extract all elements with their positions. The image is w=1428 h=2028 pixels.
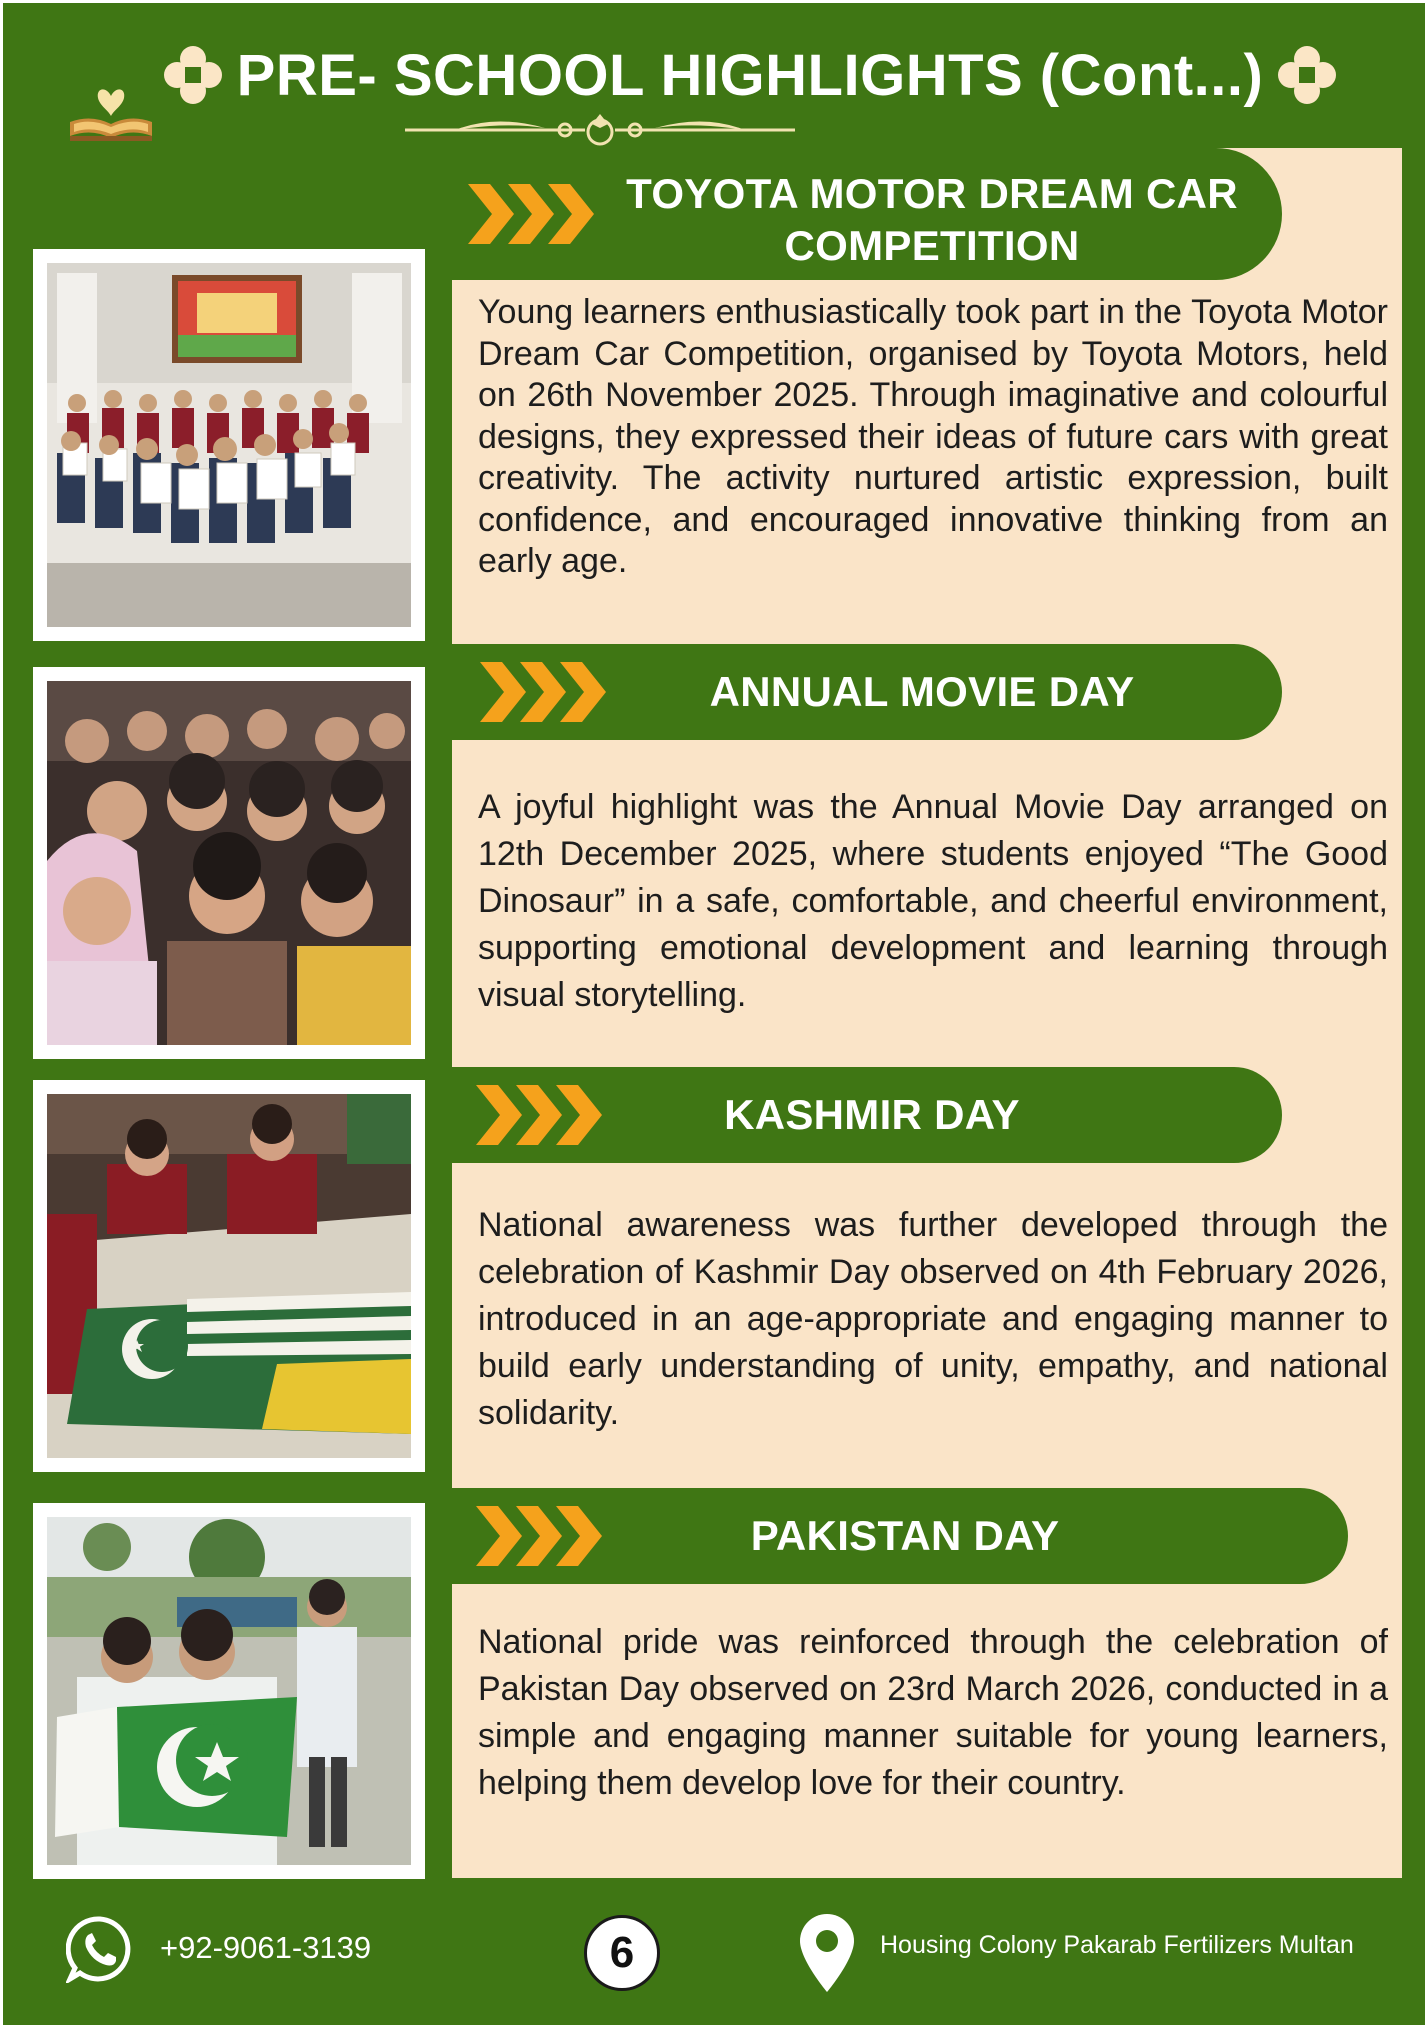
section-banner-pakistan-day	[452, 1488, 1348, 1584]
page-title: PRE- SCHOOL HIGHLIGHTS (Cont...)	[236, 42, 1264, 108]
ornamental-divider-icon	[395, 108, 805, 148]
whatsapp-icon	[66, 1915, 134, 1983]
section-title: PAKISTAN DAY	[750, 1512, 1060, 1559]
section-banner-toyota	[452, 148, 1282, 280]
section-text: Young learners enthusiastically took part in the Toyota Motor Dream Car Competition, organised by Toyota Motors, held on 26th November 2025. Through imaginative and colourful designs, they expressed their ideas of future cars with great creativity. The activity nurtured artistic expression, built confidence, and encouraged innovative thinking from an early age.	[478, 293, 1388, 580]
section-banner-movie-day	[452, 644, 1282, 740]
children-with-kashmir-flag-photo	[33, 1080, 425, 1472]
header	[170, 30, 1330, 120]
triple-chevron-icon	[464, 180, 599, 248]
section-title: KASHMIR DAY	[724, 1091, 1020, 1138]
children-with-pakistan-flag-photo	[33, 1503, 425, 1879]
section-title: ANNUAL MOVIE DAY	[709, 668, 1135, 715]
page-number: 6	[584, 1915, 660, 1991]
location-pin-icon	[796, 1912, 858, 1994]
section-text: National awareness was further developed through the celebration of Kashmir Day observed on 4th February 2026, introduced in an age-appropriate and engaging manner to build early understanding of unity, empathy, and national solidarity.	[478, 1206, 1388, 1432]
open-book-icon	[66, 86, 156, 142]
section-text: National pride was reinforced through the celebration of Pakistan Day observed on 23rd March 2026, conducted in a simple and engaging manner suitable for young learners, helping them develop love for their country.	[478, 1623, 1388, 1802]
children-holding-certificates-photo	[33, 249, 425, 641]
section-text: A joyful highlight was the Annual Movie Day arranged on 12th December 2025, where students enjoyed “The Good Dinosaur” in a safe, comfortable, and cheerful environment, supporting emotional development and learning through visual storytelling.	[478, 788, 1388, 1014]
triple-chevron-icon	[472, 1502, 607, 1570]
children-watching-movie-photo	[33, 667, 425, 1059]
section-title: TOYOTA MOTOR DREAM CAR COMPETITION	[626, 170, 1238, 269]
triple-chevron-icon	[476, 658, 611, 726]
triple-chevron-icon	[472, 1081, 607, 1149]
section-banner-kashmir-day	[452, 1067, 1282, 1163]
footer-address: Housing Colony Pakarab Fertilizers Multan	[880, 1931, 1354, 1959]
footer-phone: +92-9061-3139	[160, 1930, 372, 1965]
flower-icon	[1277, 45, 1337, 105]
flower-icon	[163, 45, 223, 105]
